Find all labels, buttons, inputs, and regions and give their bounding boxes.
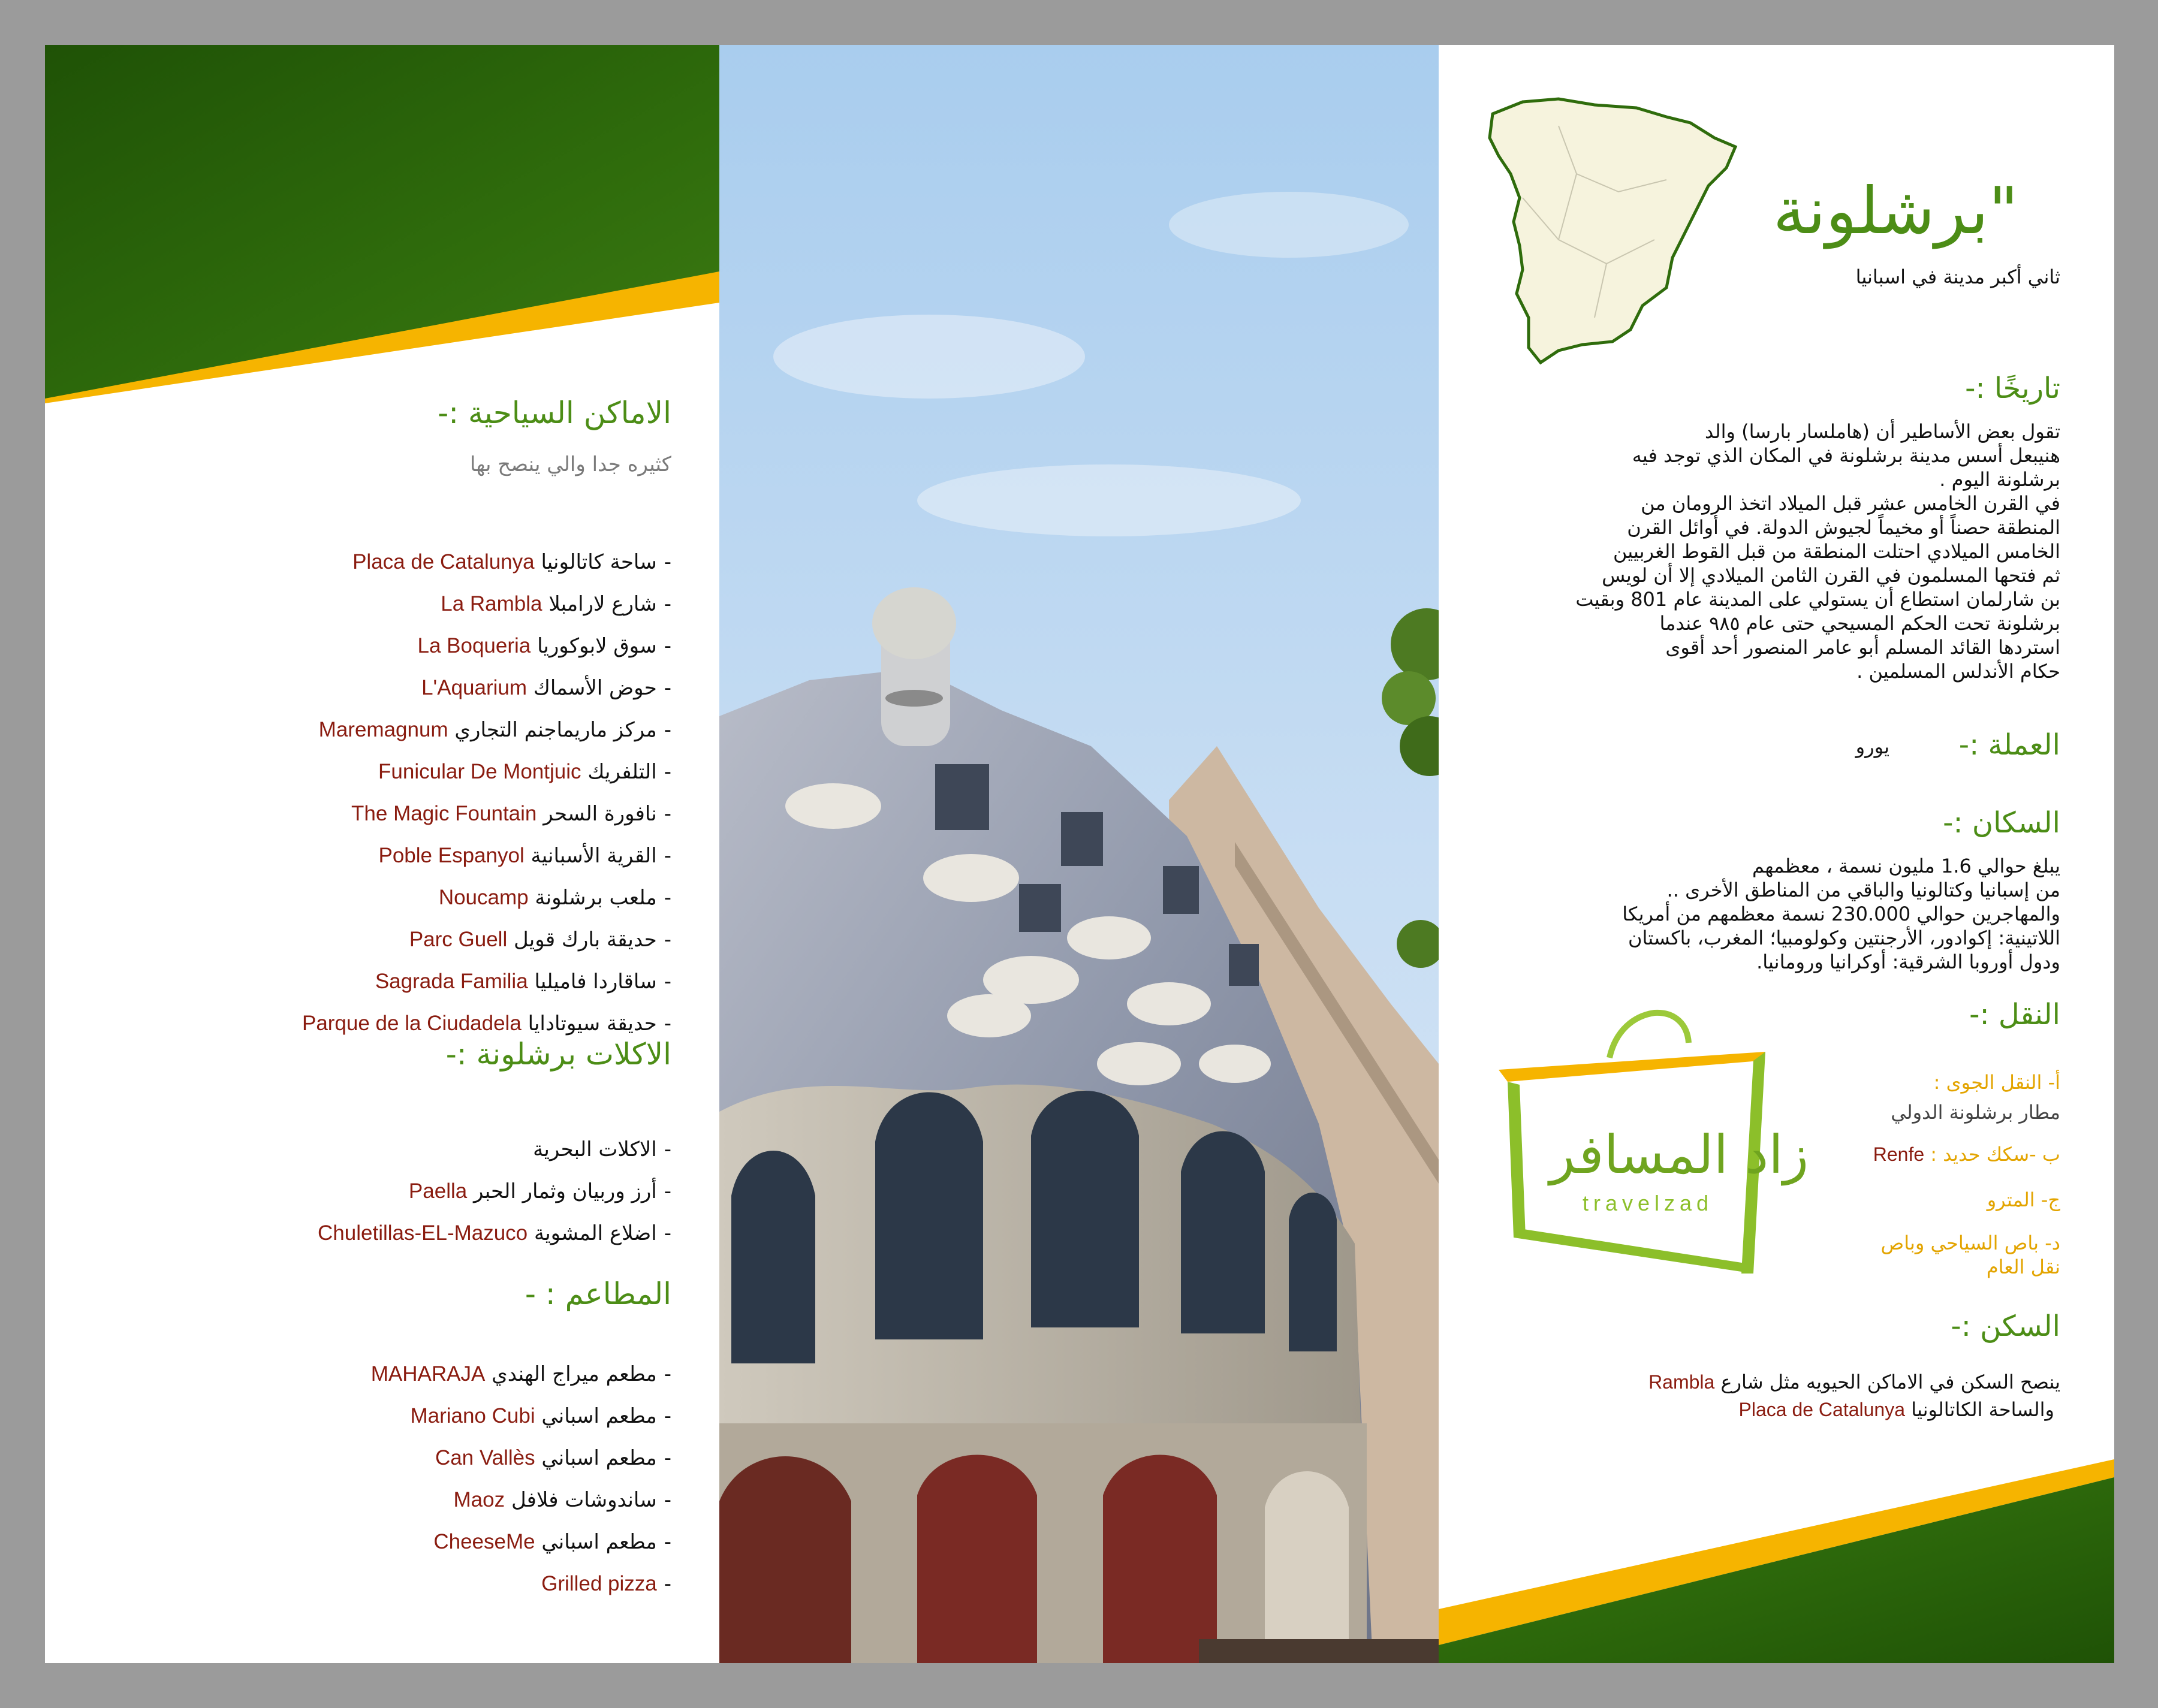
- list-item: -سوق لابوكوريا La Boqueria: [417, 634, 671, 658]
- restaurants-heading: المطاعم : -: [525, 1277, 671, 1311]
- list-item: -ملعب برشلونة Noucamp: [438, 886, 671, 910]
- left-panel: [45, 45, 719, 1663]
- list-item: -ساقاردا فاميليا Sagrada Familia: [375, 970, 671, 994]
- list-item: -Grilled pizza: [541, 1572, 671, 1596]
- population-text: يبلغ حوالي 1.6 مليون نسمة ، معظمهم من إسبانيا وكتالونيا والباقي من المناطق الأخرى .. والمهاجرين حوالي 230.000 نسمة معظمهم من أمريكا اللاتينية: إكوادور، الأرجنتين وكولومبيا؛ المغرب، باكستان ودول أوروبا الشرقية: أوكرانيا ورومانيا.: [1622, 855, 2060, 973]
- transport-heading: النقل :-: [1969, 998, 2060, 1031]
- list-item: -أرز وربيان وثمار الحبر Paella: [408, 1179, 671, 1203]
- list-item: -التلفريك Funicular De Montjuic: [378, 760, 671, 784]
- tourist-places-heading: الاماكن السياحية :-: [438, 396, 671, 430]
- list-item: -مطعم اسباني Mariano Cubi: [410, 1404, 671, 1428]
- green-orange-banner-top-left: [45, 45, 719, 405]
- spain-map-icon: [1487, 90, 1744, 372]
- list-item: -مركز ماريماجنم التجاري Maremagnum: [318, 718, 671, 742]
- list-item: -حوض الأسماك L'Aquarium: [421, 676, 671, 700]
- air-transport-label: أ- النقل الجوى :: [1933, 1071, 2060, 1094]
- list-item: -ساندوشات فلافل Maoz: [453, 1488, 671, 1512]
- list-item: -مطعم اسباني Can Vallès: [435, 1446, 671, 1470]
- list-item: -نافورة السحر The Magic Fountain: [351, 802, 671, 826]
- rail-label: ب -سكك حديد : Renfe: [1873, 1143, 2060, 1166]
- bus-label-line1: د- باص السياحي وباص: [1880, 1232, 2060, 1254]
- city-title: "برشلونة: [1773, 174, 2018, 249]
- list-item: -مطعم اسباني CheeseMe: [433, 1530, 671, 1554]
- right-panel: [1439, 45, 2114, 1663]
- list-item: -ساحة كاتالونيا Placa de Catalunya: [352, 550, 671, 574]
- currency-value: يورو: [1855, 735, 1889, 758]
- rail-value: Renfe: [1873, 1143, 1925, 1165]
- population-heading: السكان :-: [1943, 806, 2060, 840]
- casa-batllo-photo: [719, 45, 1439, 1663]
- list-item: -القرية الأسبانية Poble Espanyol: [378, 844, 671, 868]
- tourist-places-list: [302, 541, 671, 1045]
- bus-label-line2: نقل العام: [1986, 1256, 2060, 1278]
- housing-heading: السكن :-: [1951, 1309, 2060, 1343]
- list-item: -شارع لارامبلا La Rambla: [441, 592, 671, 616]
- building-illustration: [719, 45, 1439, 1663]
- logo-arabic-text: زاد المسافر: [1550, 1124, 1809, 1185]
- list-item: -حديقة بارك قويل Parc Guell: [409, 928, 671, 952]
- food-list: [318, 1128, 671, 1254]
- tourist-places-subtitle: كثيره جدا والي ينصح بها: [469, 452, 671, 476]
- logo-latin-text: travelzad: [1583, 1191, 1714, 1215]
- green-orange-banner-bottom-right: [1439, 1411, 2114, 1663]
- list-item: -حديقة سيوتادايا Parque de la Ciudadela: [302, 1012, 671, 1036]
- history-heading: تاريخًا :-: [1965, 372, 2060, 405]
- list-item: -مطعم ميراج الهندي MAHARAJA: [370, 1362, 671, 1386]
- history-text: تقول بعض الأساطير أن (هاملسار بارسا) والد هنيبعل أسس مدينة برشلونة في المكان الذي توجد فيه برشلونة اليوم . في القرن الخامس عشر قبل الميلاد اتخذ الرومان من المنطقة حصناً أو مخيماً لجيوش الدولة. في أوائل القرن الخامس الميلادي احتلت المنطقة من قبل القوط الغربيين ثم فتحها المسلمون في القرن الثامن الميلادي إلا أن لويس بن شارلمان استطاع أن يستولي على المدينة عام 801 وبقيت برشلونة تحت الحكم المسيحي حتى عام ٩٨٥ عندما استردها القائد المسلم أبو عامر المنصور أحد أقوى حكام الأندلس المسلمين .: [1575, 420, 2060, 683]
- housing-line-2: والساحة الكاتالونيا Placa de Catalunya: [1738, 1398, 2054, 1421]
- brochure-page: [45, 45, 2114, 1663]
- restaurants-list: [371, 1353, 671, 1605]
- food-heading: الاكلات برشلونة :-: [445, 1037, 671, 1072]
- city-tagline: ثاني أكبر مدينة في اسبانيا: [1855, 265, 2060, 288]
- list-item: -اضلاع المشوية Chuletillas-EL-Mazuco: [318, 1221, 671, 1245]
- metro-label: ج- المترو: [1987, 1188, 2060, 1211]
- list-item: -الاكلات البحرية: [533, 1137, 671, 1161]
- currency-label: العملة :-: [1958, 728, 2060, 762]
- air-transport-value: مطار برشلونة الدولي: [1891, 1101, 2060, 1124]
- housing-line-1: ينصح السكن في الاماكن الحيويه مثل شارع Rambla: [1648, 1371, 2060, 1393]
